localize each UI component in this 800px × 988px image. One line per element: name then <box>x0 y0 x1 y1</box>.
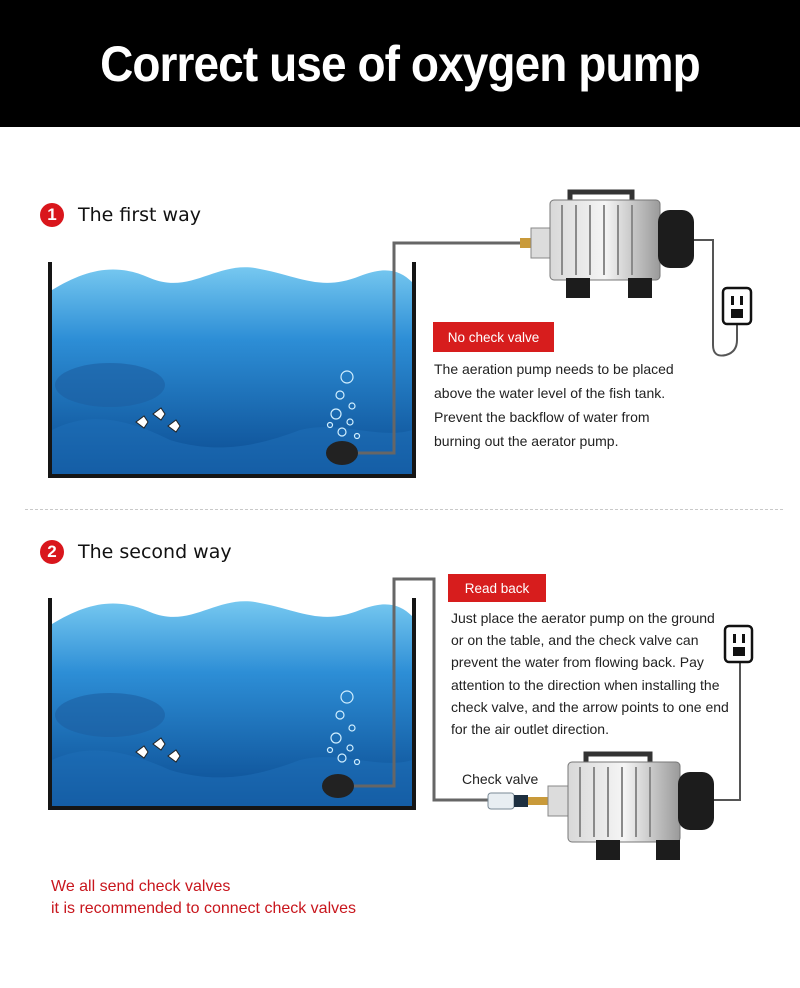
note-line-2: it is recommended to connect check valves <box>51 900 357 917</box>
description-line: burning out the aerator pump. <box>434 433 619 449</box>
air-pump-1-icon <box>520 192 694 298</box>
description-line: prevent the water from flowing back. Pay <box>451 654 704 671</box>
power-socket-2-icon <box>725 626 752 662</box>
section-2-heading <box>40 540 232 564</box>
check-valve-icon <box>488 793 550 809</box>
description-line: above the water level of the fish tank. <box>434 385 666 401</box>
section-2-title: The second way <box>78 541 232 563</box>
air-stone-icon <box>322 774 354 798</box>
step-number-2: 2 <box>40 540 64 564</box>
fish-tank-2 <box>50 598 414 808</box>
description-line: attention to the direction when installing the <box>451 676 720 693</box>
description-line: check valve, and the arrow points to one end <box>451 698 729 715</box>
step-number-1: 1 <box>40 203 64 227</box>
air-pump-2-icon <box>548 754 714 860</box>
power-socket-1-icon <box>723 288 751 324</box>
section-divider <box>25 509 783 510</box>
no-check-valve-tag: No check valve <box>433 322 554 352</box>
description-line: The aeration pump needs to be placed <box>434 361 674 377</box>
note-line-1: We all send check valves <box>51 878 231 895</box>
section-1-description <box>434 357 674 453</box>
description-line: or on the table, and the check valve can <box>451 632 699 649</box>
read-back-tag: Read back <box>448 574 546 602</box>
description-line: for the air outlet direction. <box>451 721 609 738</box>
description-line: Prevent the backflow of water from <box>434 409 650 425</box>
section-2-description <box>451 607 729 740</box>
air-stone-icon <box>326 441 358 465</box>
description-line: Just place the aerator pump on the ground <box>451 610 715 626</box>
fish-tank-1 <box>50 262 414 476</box>
section-1-title: The first way <box>78 204 201 226</box>
page-title: Correct use of oxygen pump <box>100 35 700 92</box>
check-valve-label: Check valve <box>462 771 539 787</box>
